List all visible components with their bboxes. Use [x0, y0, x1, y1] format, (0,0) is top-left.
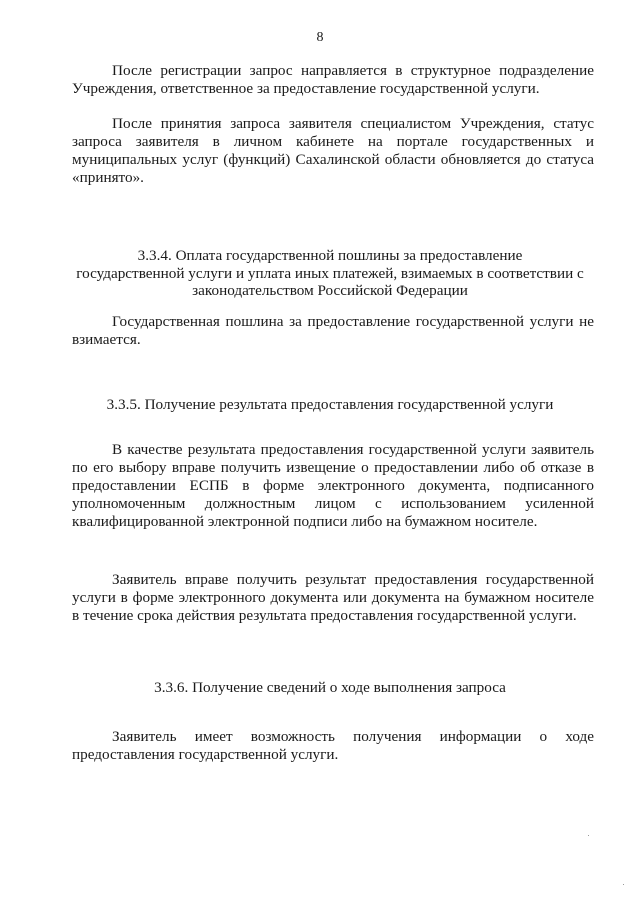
text-line: предоставлении ЕСПБ в форме электронного документа, подписанного	[72, 477, 594, 494]
heading-line: 3.3.4. Оплата государственной пошлины за предоставление	[137, 247, 523, 264]
section-heading-3-3-5	[60, 396, 600, 414]
text-line: Заявитель имеет возможность получения информации о ходе	[112, 728, 594, 745]
text-line: по его выбору вправе получить извещение о предоставлении либо об отказе в	[72, 459, 594, 476]
paragraph-status-update	[72, 115, 594, 187]
paragraph-progress-info	[72, 728, 594, 764]
paragraph-result-validity	[72, 571, 594, 625]
section-heading-3-3-4	[60, 247, 600, 300]
text-line: предоставления государственной услуги.	[72, 746, 339, 763]
heading-line: 3.3.6. Получение сведений о ходе выполнения запроса	[154, 679, 506, 696]
text-line: уполномоченным должностным лицом с использованием усиленной	[72, 495, 594, 512]
heading-line: законодательством Российской Федерации	[192, 282, 468, 299]
paragraph-fee	[72, 313, 594, 349]
section-heading-3-3-6	[60, 679, 600, 697]
paragraph-result-options	[72, 441, 594, 531]
scan-speck	[588, 835, 589, 836]
text-line: Заявитель вправе получить результат предоставления государственной	[112, 571, 594, 588]
text-line: муниципальных услуг (функций) Сахалинской области обновляется до статуса	[72, 151, 594, 168]
paragraph-registration	[72, 62, 594, 98]
text-line: услуги в форме электронного документа или документа на бумажном носителе	[72, 589, 594, 606]
heading-line: 3.3.5. Получение результата предоставления государственной услуги	[106, 396, 554, 413]
text-line: в течение срока действия результата предоставления государственной услуги.	[72, 607, 577, 624]
scan-speck	[623, 884, 624, 885]
text-line: После принятия запроса заявителя специалистом Учреждения, статус	[112, 115, 594, 132]
heading-line: государственной услуги и уплата иных платежей, взимаемых в соответствии с	[76, 264, 584, 282]
text-line: квалифицированной электронной подписи либо на бумажном носителе.	[72, 513, 538, 530]
text-line: взимается.	[72, 331, 141, 348]
text-line: «принято».	[72, 169, 144, 186]
text-line: Государственная пошлина за предоставление государственной услуги не	[112, 313, 594, 330]
text-line: запроса заявителя в личном кабинете на портале государственных и	[72, 133, 594, 150]
text-line: После регистрации запрос направляется в структурное подразделение	[112, 62, 594, 79]
page-number: 8	[316, 30, 324, 45]
text-line: В качестве результата предоставления государственной услуги заявитель	[112, 441, 594, 458]
text-line: Учреждения, ответственное за предоставление государственной услуги.	[72, 80, 540, 97]
